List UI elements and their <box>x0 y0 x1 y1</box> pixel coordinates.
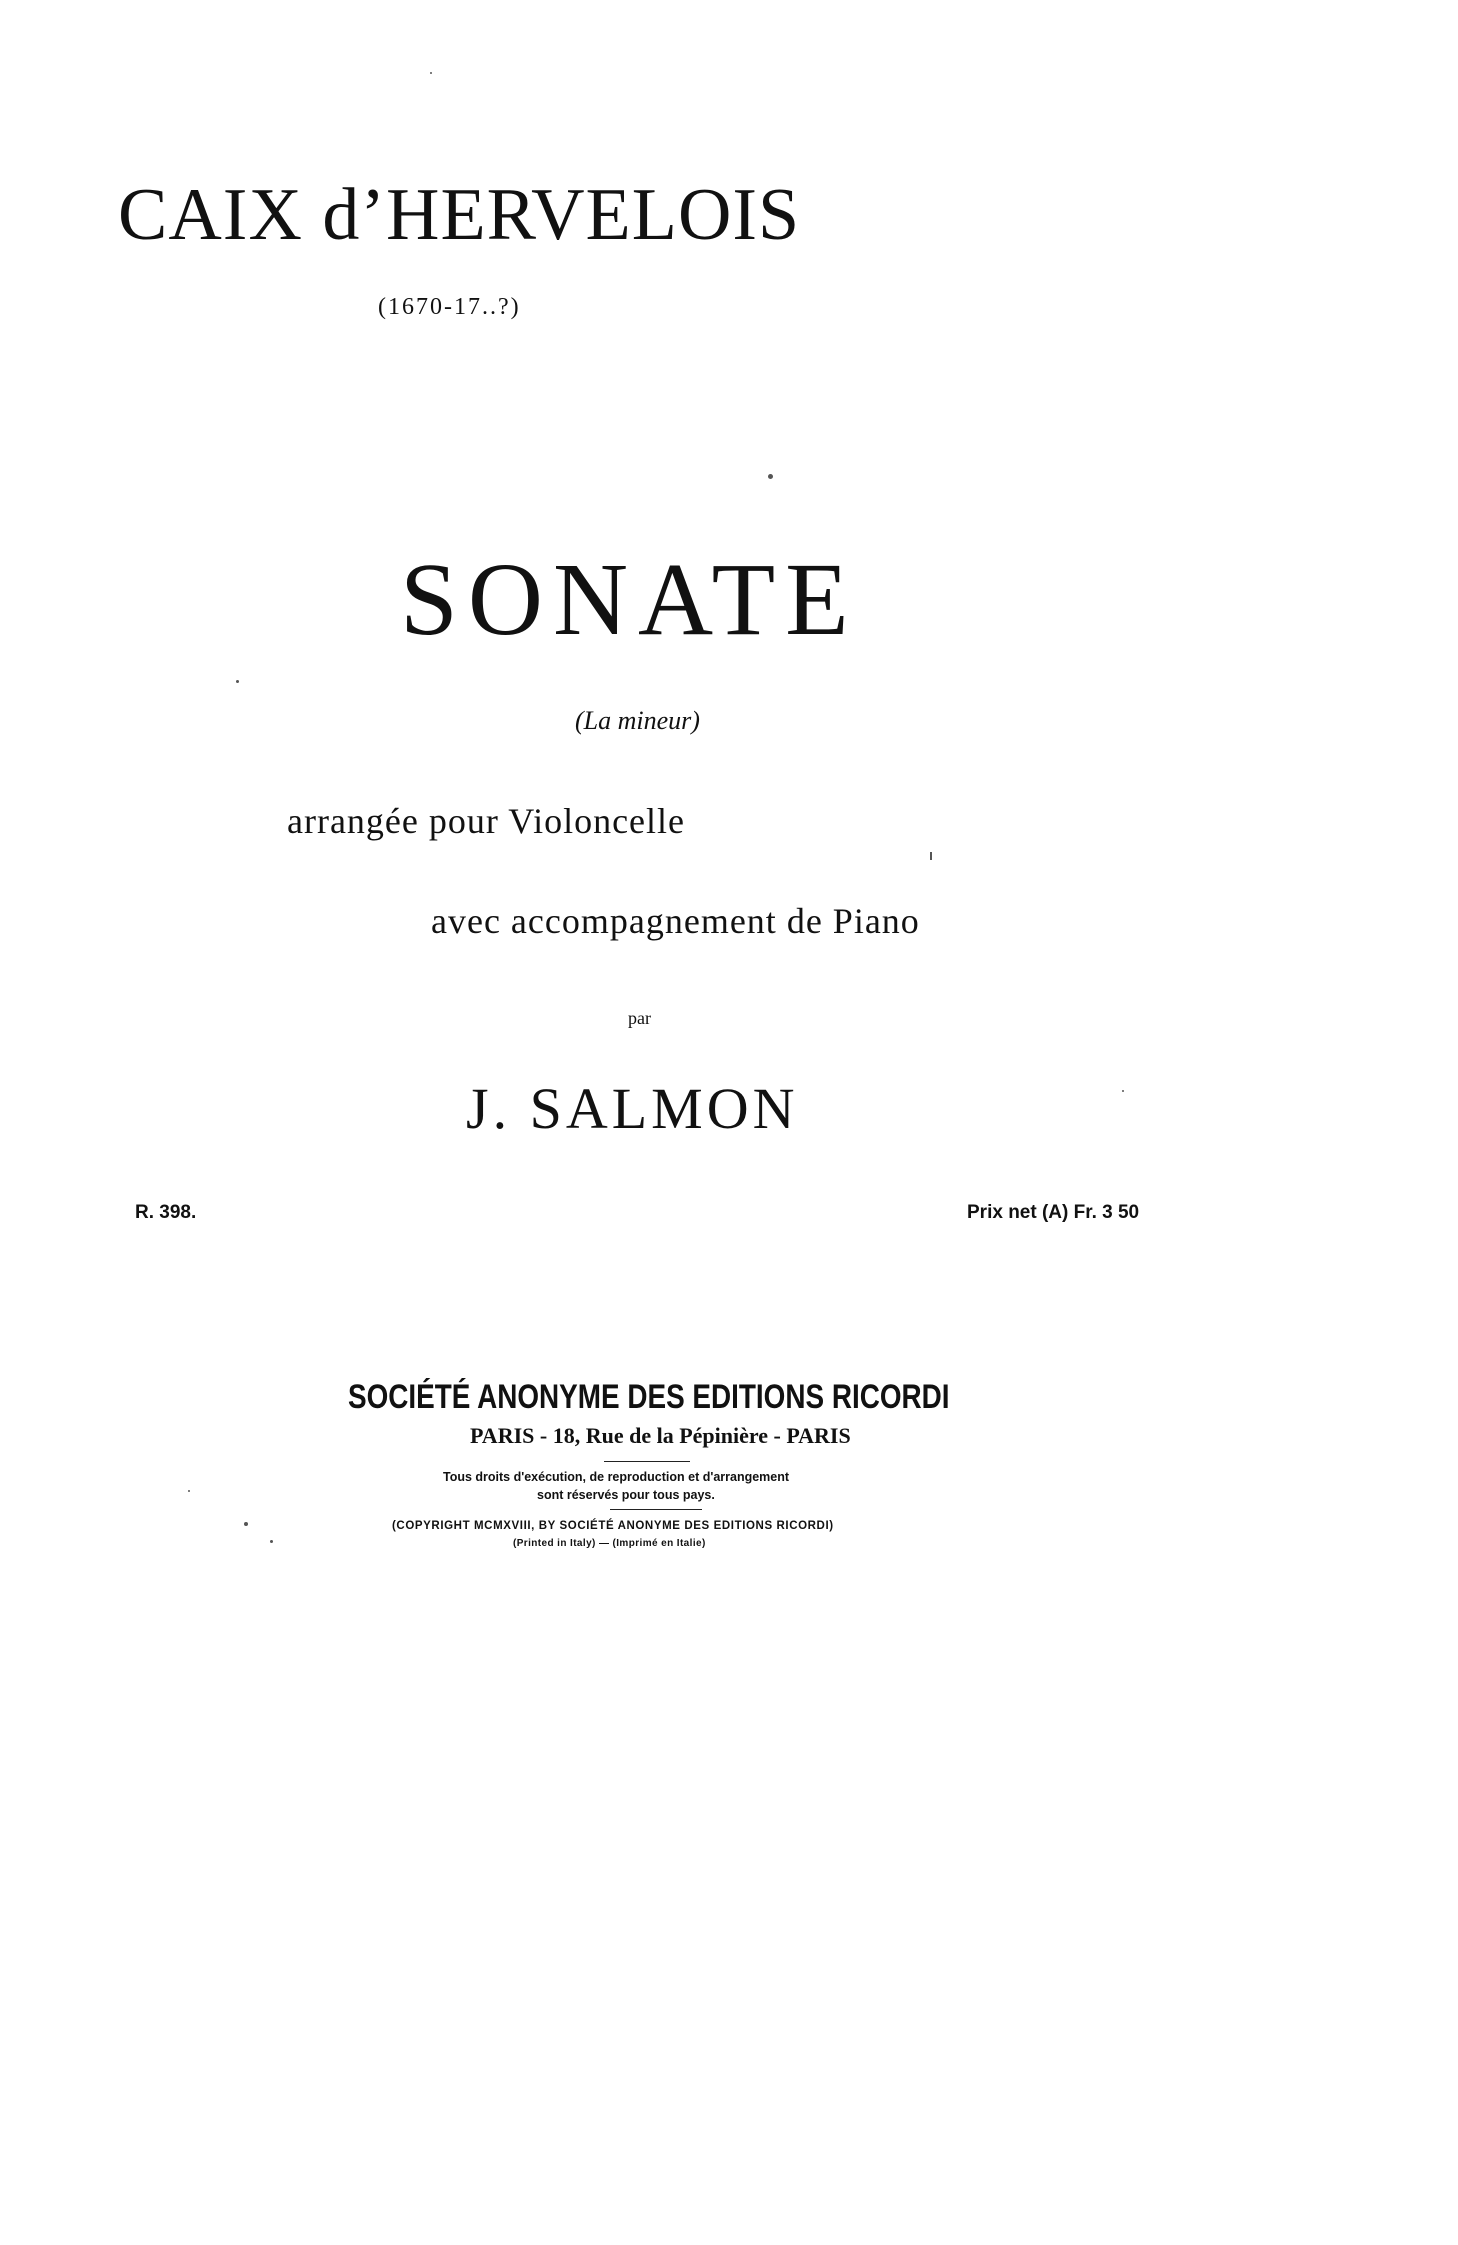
work-title: SONATE <box>400 542 859 657</box>
printed-note: (Printed in Italy) — (Imprimé en Italie) <box>513 1538 706 1549</box>
arrangement-line-2: avec accompagnement de Piano <box>431 901 920 941</box>
copyright-notice: (COPYRIGHT MCMXVIII, BY SOCIÉTÉ ANONYME DES EDITIONS RICORDI) <box>392 1520 834 1532</box>
divider-rule <box>610 1509 702 1510</box>
arrangement-line-1: arrangée pour Violoncelle <box>287 801 686 841</box>
composer-dates: (1670-17..?) <box>378 294 521 320</box>
scan-speck <box>430 72 432 74</box>
scan-speck <box>236 680 239 683</box>
scan-speck <box>270 1540 273 1543</box>
scan-speck <box>768 474 773 479</box>
composer-name: CAIX d’HERVELOIS <box>118 174 801 256</box>
work-key: (La mineur) <box>575 706 700 735</box>
catalog-number: R. 398. <box>135 1202 197 1223</box>
rights-line-1: Tous droits d'exécution, de reproduction et d'arrangement <box>443 1470 790 1484</box>
divider-rule <box>604 1461 690 1462</box>
scan-speck <box>1122 1090 1124 1092</box>
scan-speck <box>188 1490 190 1492</box>
scan-speck <box>244 1522 248 1526</box>
arranger-name: J. SALMON <box>466 1076 799 1141</box>
publisher-name: SOCIÉTÉ ANONYME DES EDITIONS RICORDI <box>348 1378 950 1416</box>
by-label: par <box>628 1008 651 1028</box>
publisher-address: PARIS - 18, Rue de la Pépinière - PARIS <box>470 1423 851 1448</box>
price: Prix net (A) Fr. 3 50 <box>967 1202 1140 1223</box>
rights-line-2: sont réservés pour tous pays. <box>537 1488 715 1502</box>
scan-speck <box>930 852 932 860</box>
